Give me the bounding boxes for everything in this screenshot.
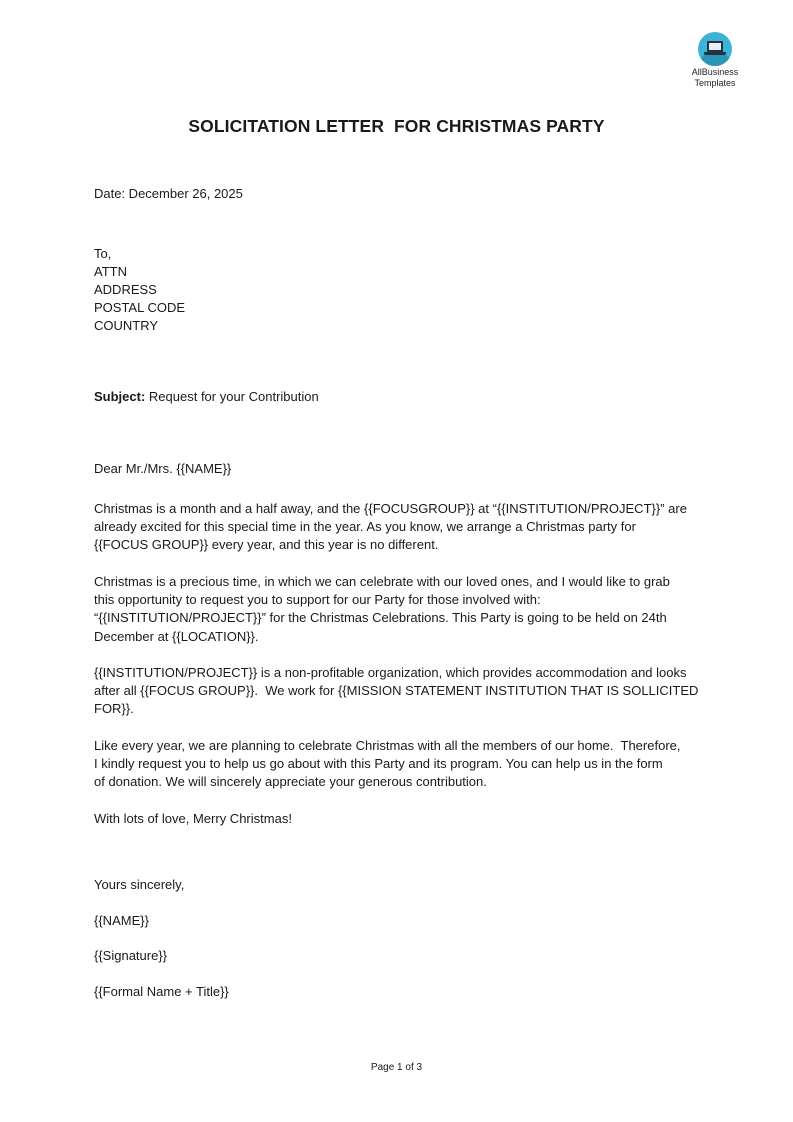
subject-label: Subject: [94, 389, 146, 404]
paragraph-line: already excited for this special time in the year. As you know, we arrange a Christmas party for [94, 519, 636, 535]
paragraph-line: Christmas is a month and a half away, and the {{FOCUSGROUP}} at “{{INSTITUTION/PROJECT}}” are [94, 501, 687, 516]
letter-date: Date: December 26, 2025 [94, 186, 243, 201]
paragraph-line: December at {{LOCATION}}. [94, 628, 259, 644]
signature-placeholder: {{Signature}} [94, 948, 168, 963]
paragraph-line: {{FOCUS GROUP}} every year, and this year is no different. [94, 537, 439, 553]
paragraph-line: {{INSTITUTION/PROJECT}} is a non-profitable organization, which provides accommodation and looks [94, 665, 687, 680]
allbusiness-templates-logo [686, 32, 744, 88]
body-paragraph-4 [94, 737, 704, 792]
paragraph-line: after all {{FOCUS GROUP}}. We work for {{MISSION STATEMENT INSTITUTION THAT IS SOLLICITED [94, 683, 699, 699]
paragraph-line: Like every year, we are planning to celebrate Christmas with all the members of our home. Therefore, [94, 738, 681, 753]
laptop-icon [698, 32, 732, 66]
paragraph-line: FOR}}. [94, 701, 134, 717]
body-paragraph-1 [94, 500, 704, 555]
recipient-country: COUNTRY [94, 318, 159, 333]
formal-name-title: {{Formal Name + Title}} [94, 984, 229, 999]
logo-text-line1: AllBusiness [691, 67, 739, 77]
paragraph-line: this opportunity to request you to support for our Party for those involved with: [94, 592, 541, 608]
paragraph-line: I kindly request you to help us go about with this Party and its program. You can help us in the form [94, 756, 663, 772]
sign-off: Yours sincerely, [94, 877, 185, 892]
paragraph-line: “{{INSTITUTION/PROJECT}}” for the Christmas Celebrations. This Party is going to be held on 24th [94, 610, 667, 626]
document-title: SOLICITATION LETTER FOR CHRISTMAS PARTY [188, 116, 605, 136]
paragraph-line: of donation. We will sincerely appreciate your generous contribution. [94, 774, 487, 790]
body-paragraph-2 [94, 573, 704, 646]
recipient-to: To, [94, 246, 112, 261]
closing-wish: With lots of love, Merry Christmas! [94, 811, 292, 826]
recipient-attn: ATTN [94, 264, 127, 279]
logo-text-line2: Templates [694, 78, 736, 88]
salutation: Dear Mr./Mrs. {{NAME}} [94, 461, 232, 476]
signer-name: {{NAME}} [94, 913, 149, 928]
paragraph-line: Christmas is a precious time, in which we can celebrate with our loved ones, and I would like to grab [94, 574, 670, 589]
subject-line [94, 388, 319, 406]
subject-text: Request for your Contribution [145, 389, 319, 404]
recipient-address: ADDRESS [94, 282, 157, 297]
body-paragraph-3 [94, 664, 704, 719]
page-number: Page 1 of 3 [370, 1062, 423, 1073]
recipient-postal-code: POSTAL CODE [94, 300, 186, 315]
